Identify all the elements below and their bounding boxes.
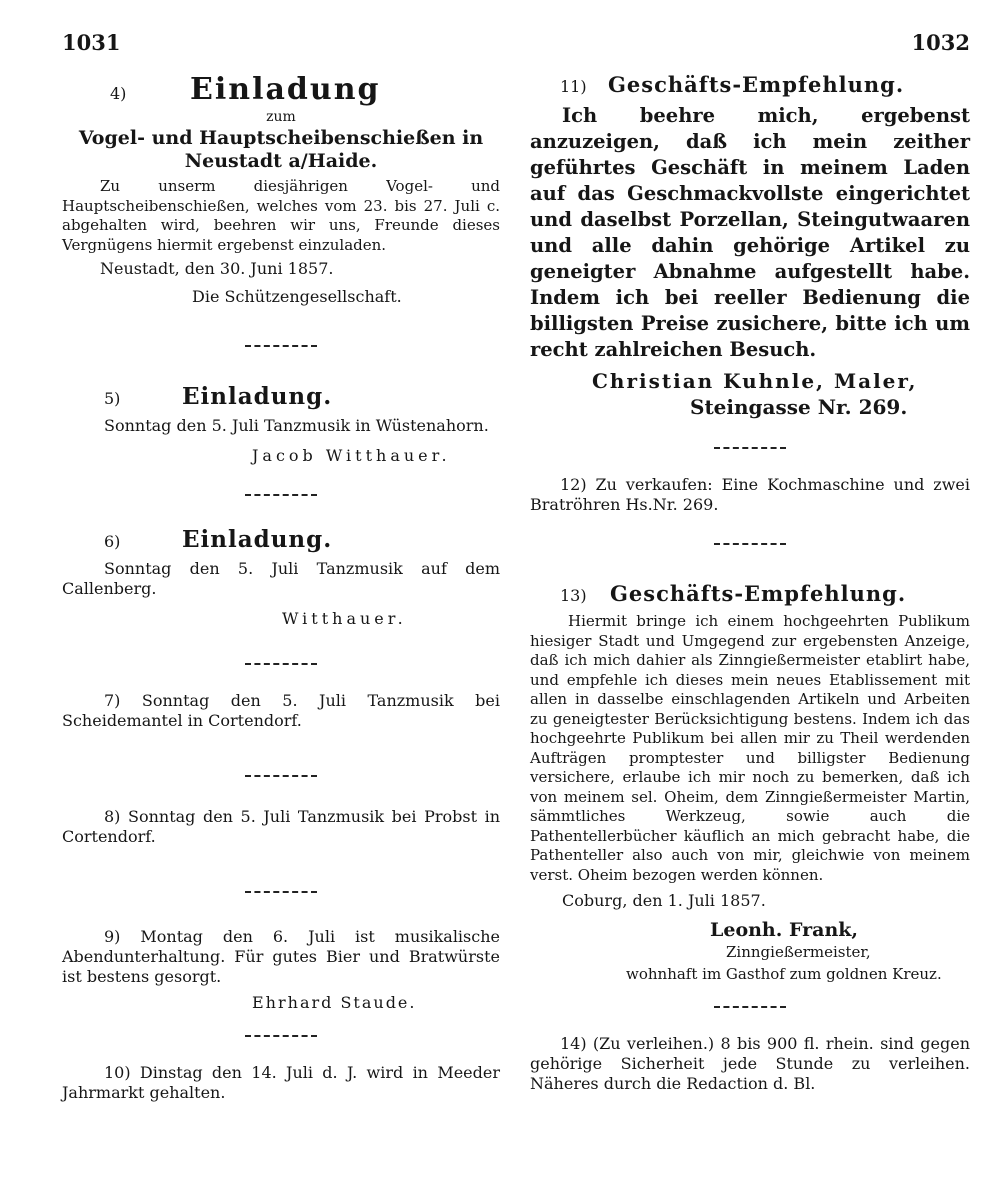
ad-number: 5)	[104, 389, 121, 408]
right-column	[530, 72, 970, 1094]
ad-signature: Witthauer.	[282, 609, 407, 628]
section-divider	[714, 543, 786, 545]
ad-5	[62, 383, 500, 466]
ad-body: Sonntag den 5. Juli Tanzmusik in Wüstenahorn.	[104, 416, 489, 435]
left-column	[62, 72, 500, 1103]
ad-title: Einladung.	[182, 526, 333, 553]
section-divider	[245, 345, 317, 347]
section-divider	[714, 447, 786, 449]
ad-13	[530, 581, 970, 984]
section-divider	[245, 1035, 317, 1037]
ad-body: Hiermit bringe ich einem hochgeehrten Publikum hiesiger Stadt und Umgegend zur ergebensten Anzeige, daß ich mich dahier als Zinngießermeister etablirt habe, und empfehle ich dieses mein neues Etablissement mit allen in dasselbe einschlagenden Artikeln und Arbeiten zu geneigtester Berücksichtigung bestens. Indem ich das hochgeehrte Publikum bei allen mir zu Theil werdenden Aufträgen promptester und billigster Bedienung versichere, erlaube ich mir noch zu bemerken, daß ich von meinem sel. Oheim, dem Zinngießermeister Martin, sämmtliches Werkzeug, sowie auch die Pathentellerbücher käuflich an mich gebracht habe, die Pathenteller also auch von mir, gleichwie von meinem verst. Oheim bezogen werden können.	[530, 612, 970, 884]
ad-signature: Christian Kuhnle, Maler,	[592, 369, 918, 393]
ad-10: 10) Dinstag den 14. Juli d. J. wird in Meeder Jahrmarkt gehalten.	[62, 1063, 500, 1102]
ad-body: Zu unserm diesjährigen Vogel- und Hauptscheibenschießen, welches vom 23. bis 27. Juli c. abgehalten wird, beehren wir uns, Freunde dieses Vergnügens hiermit ergebenst einzuladen.	[62, 177, 500, 254]
ad-body: Sonntag den 5. Juli Tanzmusik auf dem Callenberg.	[62, 559, 500, 598]
ad-title: Einladung.	[182, 383, 333, 410]
ad-11	[530, 72, 970, 419]
ad-6	[62, 526, 500, 629]
section-divider	[245, 891, 317, 893]
ad-date: Coburg, den 1. Juli 1857.	[562, 891, 766, 910]
ad-title: Geschäfts-Empfehlung.	[608, 72, 905, 97]
section-divider	[245, 494, 317, 496]
ad-date: Neustadt, den 30. Juni 1857.	[100, 259, 334, 278]
section-divider	[245, 663, 317, 665]
ad-body: Ich beehre mich, ergebenst anzuzeigen, daß ich mein zeither geführtes Geschäft in meinem Laden auf das Geschmackvollste eingerichtet und daselbst Porzellan, Steingutwaaren und alle dahin gehörige Artikel zu geneigter Abnahme aufgestellt habe. Indem ich bei reeller Bedienung die billigsten Preise zusichere, bitte ich um recht zahlreichen Besuch.	[530, 104, 970, 361]
ad-body: 9) Montag den 6. Juli ist musikalische Abendunterhaltung. Für gutes Bier und Bratwürste ist bestens gesorgt.	[62, 927, 500, 986]
ad-9	[62, 927, 500, 1013]
ad-8: 8) Sonntag den 5. Juli Tanzmusik bei Probst in Cortendorf.	[62, 807, 500, 846]
ad-number: 11)	[560, 77, 587, 96]
ad-signature: Jacob Witthauer.	[252, 446, 451, 465]
ad-residence: wohnhaft im Gasthof zum goldnen Kreuz.	[626, 964, 942, 983]
ad-number: 6)	[104, 532, 121, 551]
ad-title: Einladung	[190, 72, 381, 107]
page-number-left: 1031	[62, 30, 121, 55]
ad-number: 4)	[110, 84, 127, 103]
ad-address: Steingasse Nr. 269.	[690, 395, 908, 419]
ad-occupation: Zinngießermeister,	[726, 943, 871, 961]
ad-number: 13)	[560, 586, 587, 605]
section-divider	[245, 775, 317, 777]
ad-subtitle: zum	[266, 109, 296, 125]
ad-4	[62, 72, 500, 307]
section-divider	[714, 1006, 786, 1008]
ad-signature: Die Schützengesellschaft.	[192, 287, 402, 306]
ad-title: Geschäfts-Empfehlung.	[610, 581, 907, 606]
ad-signature: Ehrhard Staude.	[252, 993, 417, 1012]
ad-14: 14) (Zu verleihen.) 8 bis 900 fl. rhein. sind gegen gehörige Sicherheit jede Stunde zu verleihen. Näheres durch die Redaction d. Bl.	[530, 1034, 970, 1093]
ad-7: 7) Sonntag den 5. Juli Tanzmusik bei Scheidemantel in Cortendorf.	[62, 691, 500, 730]
page-number-right: 1032	[911, 30, 970, 55]
ad-signature: Leonh. Frank,	[710, 919, 859, 941]
ad-heading: Vogel- und Hauptscheibenschießen in Neustadt a/Haide.	[78, 127, 484, 172]
ad-12: 12) Zu verkaufen: Eine Kochmaschine und zwei Bratröhren Hs.Nr. 269.	[530, 475, 970, 514]
